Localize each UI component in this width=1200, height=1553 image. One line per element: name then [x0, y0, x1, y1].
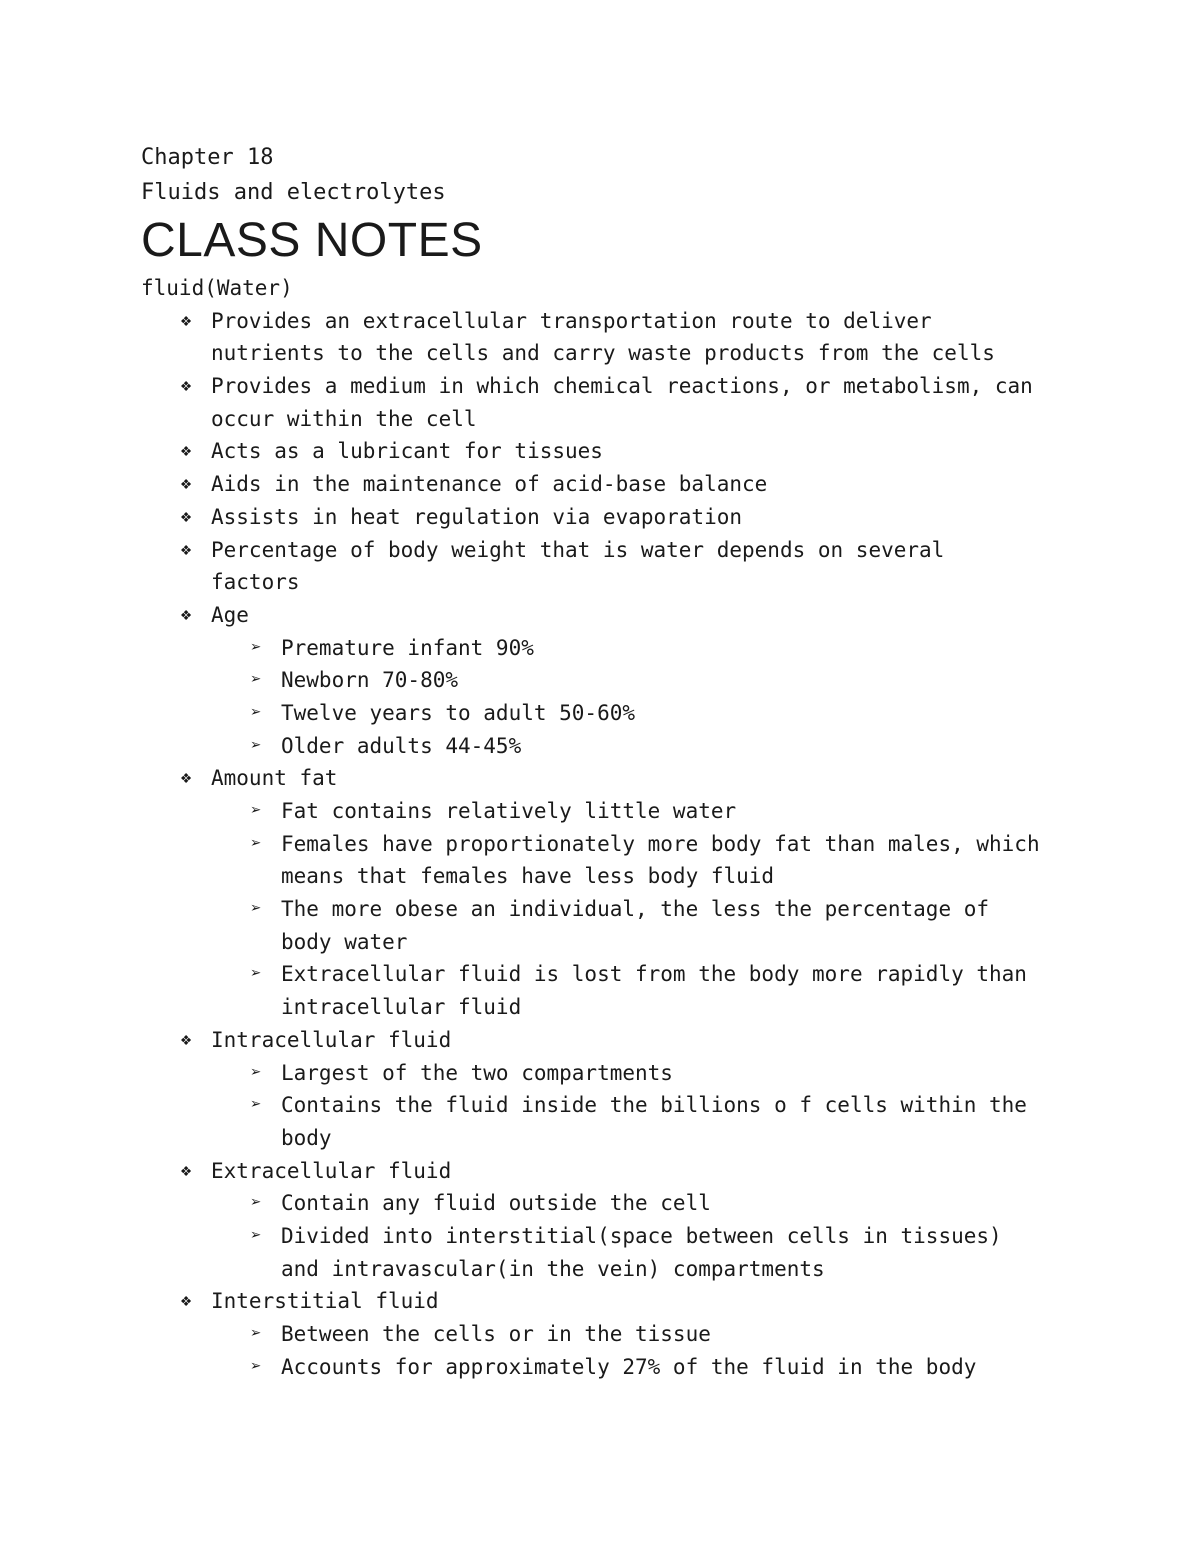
note-text: Aids in the maintenance of acid-base balance: [211, 472, 768, 497]
note-text: nutrients to the cells and carry waste products from the cells: [211, 341, 995, 366]
note-item-level-2: [141, 1318, 1141, 1351]
note-item-level-2: [141, 893, 1141, 926]
arrow-bullet-icon: ➢: [250, 800, 262, 821]
note-text: occur within the cell: [211, 406, 477, 431]
diamond-bullet-icon: ❖: [180, 1290, 192, 1312]
note-item-level-1: [141, 501, 1141, 534]
note-text: body: [281, 1125, 332, 1150]
note-item-level-2: [141, 1187, 1141, 1220]
note-item-level-1: [141, 305, 1141, 338]
note-text: The more obese an individual, the less the percentage of: [281, 897, 990, 922]
diamond-bullet-icon: ❖: [180, 473, 192, 495]
note-text: Fat contains relatively little water: [281, 799, 737, 823]
note-item-level-2: [141, 730, 1141, 763]
note-item-level-2: [141, 1351, 1141, 1384]
note-item-level-1: [141, 1024, 1141, 1057]
note-text: Females have proportionately more body fat than males, which: [281, 831, 1040, 856]
note-item-level-1: [141, 1285, 1141, 1318]
arrow-bullet-icon: ➢: [250, 734, 262, 756]
arrow-bullet-icon: ➢: [250, 669, 262, 691]
note-text: Accounts for approximately 27% of the fluid in the body: [281, 1354, 977, 1379]
note-text: Interstitial fluid: [211, 1289, 439, 1314]
note-text: Amount fat: [211, 766, 338, 791]
note-item-level-1: [141, 435, 1141, 468]
note-item-level-2: [141, 958, 1141, 991]
note-line-continuation: [141, 1253, 1141, 1286]
note-text: intracellular fluid: [281, 995, 522, 1020]
page-title: CLASS NOTES: [141, 214, 483, 267]
arrow-bullet-icon: ➢: [250, 1061, 262, 1083]
section-heading: fluid(Water): [141, 276, 293, 300]
note-text: Provides a medium in which chemical reactions, or metabolism, can: [211, 374, 1033, 399]
arrow-bullet-icon: ➢: [250, 963, 262, 985]
note-item-level-2: [141, 828, 1141, 861]
note-text: Largest of the two compartments: [281, 1060, 673, 1085]
note-text: factors: [211, 570, 300, 595]
note-text: Assists in heat regulation via evaporation: [211, 504, 743, 529]
note-line-continuation: [141, 926, 1141, 959]
arrow-bullet-icon: ➢: [250, 1192, 262, 1214]
note-line-continuation: [141, 566, 1141, 599]
note-item-level-1: [141, 1155, 1141, 1188]
note-text: Extracellular fluid is lost from the body more rapidly than: [281, 962, 1027, 987]
note-text: Acts as a lubricant for tissues: [211, 439, 603, 464]
diamond-bullet-icon: ❖: [180, 375, 192, 397]
note-item-level-1: [141, 599, 1141, 632]
diamond-bullet-icon: ❖: [180, 603, 192, 625]
diamond-bullet-icon: ❖: [180, 505, 192, 527]
note-text: Premature infant 90%: [281, 635, 534, 660]
chapter-heading: Chapter 18: [141, 145, 274, 170]
note-item-level-2: [141, 664, 1141, 697]
notes-list: [141, 305, 1141, 1384]
arrow-bullet-icon: ➢: [250, 701, 262, 723]
arrow-bullet-icon: ➢: [250, 636, 262, 658]
note-line-continuation: [141, 991, 1141, 1024]
arrow-bullet-icon: ➢: [250, 898, 262, 920]
note-item-level-2: [141, 697, 1141, 730]
note-text: Age: [211, 602, 249, 627]
note-text: Intracellular fluid: [211, 1027, 452, 1052]
note-line-continuation: [141, 403, 1141, 436]
diamond-bullet-icon: ❖: [180, 1028, 192, 1050]
chapter-subtitle: Fluids and electrolytes: [141, 180, 446, 205]
note-text: means that females have less body fluid: [281, 864, 775, 889]
note-text: Newborn 70-80%: [281, 668, 459, 693]
note-item-level-1: [141, 762, 1141, 795]
note-text: Older adults 44-45%: [281, 733, 522, 758]
note-text: Divided into interstitial(space between cells in tissues): [281, 1223, 1002, 1248]
note-text: Contains the fluid inside the billions o f cells within the: [281, 1093, 1027, 1118]
note-item-level-1: [141, 370, 1141, 403]
arrow-bullet-icon: ➢: [250, 832, 262, 854]
arrow-bullet-icon: ➢: [250, 1094, 262, 1116]
note-item-level-2: [141, 1089, 1141, 1122]
note-item-level-2: [141, 632, 1141, 665]
arrow-bullet-icon: ➢: [250, 1323, 262, 1344]
note-text: Extracellular fluid: [211, 1158, 452, 1183]
note-line-continuation: [141, 1122, 1141, 1155]
note-item-level-1: [141, 534, 1141, 567]
document-page: [141, 140, 1141, 1383]
diamond-bullet-icon: ❖: [180, 767, 192, 789]
note-line-continuation: [141, 860, 1141, 893]
diamond-bullet-icon: ❖: [180, 1159, 192, 1181]
diamond-bullet-icon: ❖: [180, 538, 192, 560]
note-text: Between the cells or in the tissue: [281, 1322, 711, 1346]
note-text: body water: [281, 929, 408, 954]
note-item-level-2: [141, 795, 1141, 828]
diamond-bullet-icon: ❖: [180, 440, 192, 462]
diamond-bullet-icon: ❖: [180, 309, 192, 331]
arrow-bullet-icon: ➢: [250, 1224, 262, 1246]
note-text: Percentage of body weight that is water depends on several: [211, 537, 945, 562]
note-item-level-2: [141, 1057, 1141, 1090]
note-text: Twelve years to adult 50-60%: [281, 700, 636, 725]
note-line-continuation: [141, 337, 1141, 370]
arrow-bullet-icon: ➢: [250, 1355, 262, 1377]
note-text: and intravascular(in the vein) compartments: [281, 1256, 825, 1281]
note-text: Provides an extracellular transportation route to deliver: [211, 308, 932, 333]
note-item-level-2: [141, 1220, 1141, 1253]
note-text: Contain any fluid outside the cell: [281, 1191, 711, 1216]
note-item-level-1: [141, 468, 1141, 501]
